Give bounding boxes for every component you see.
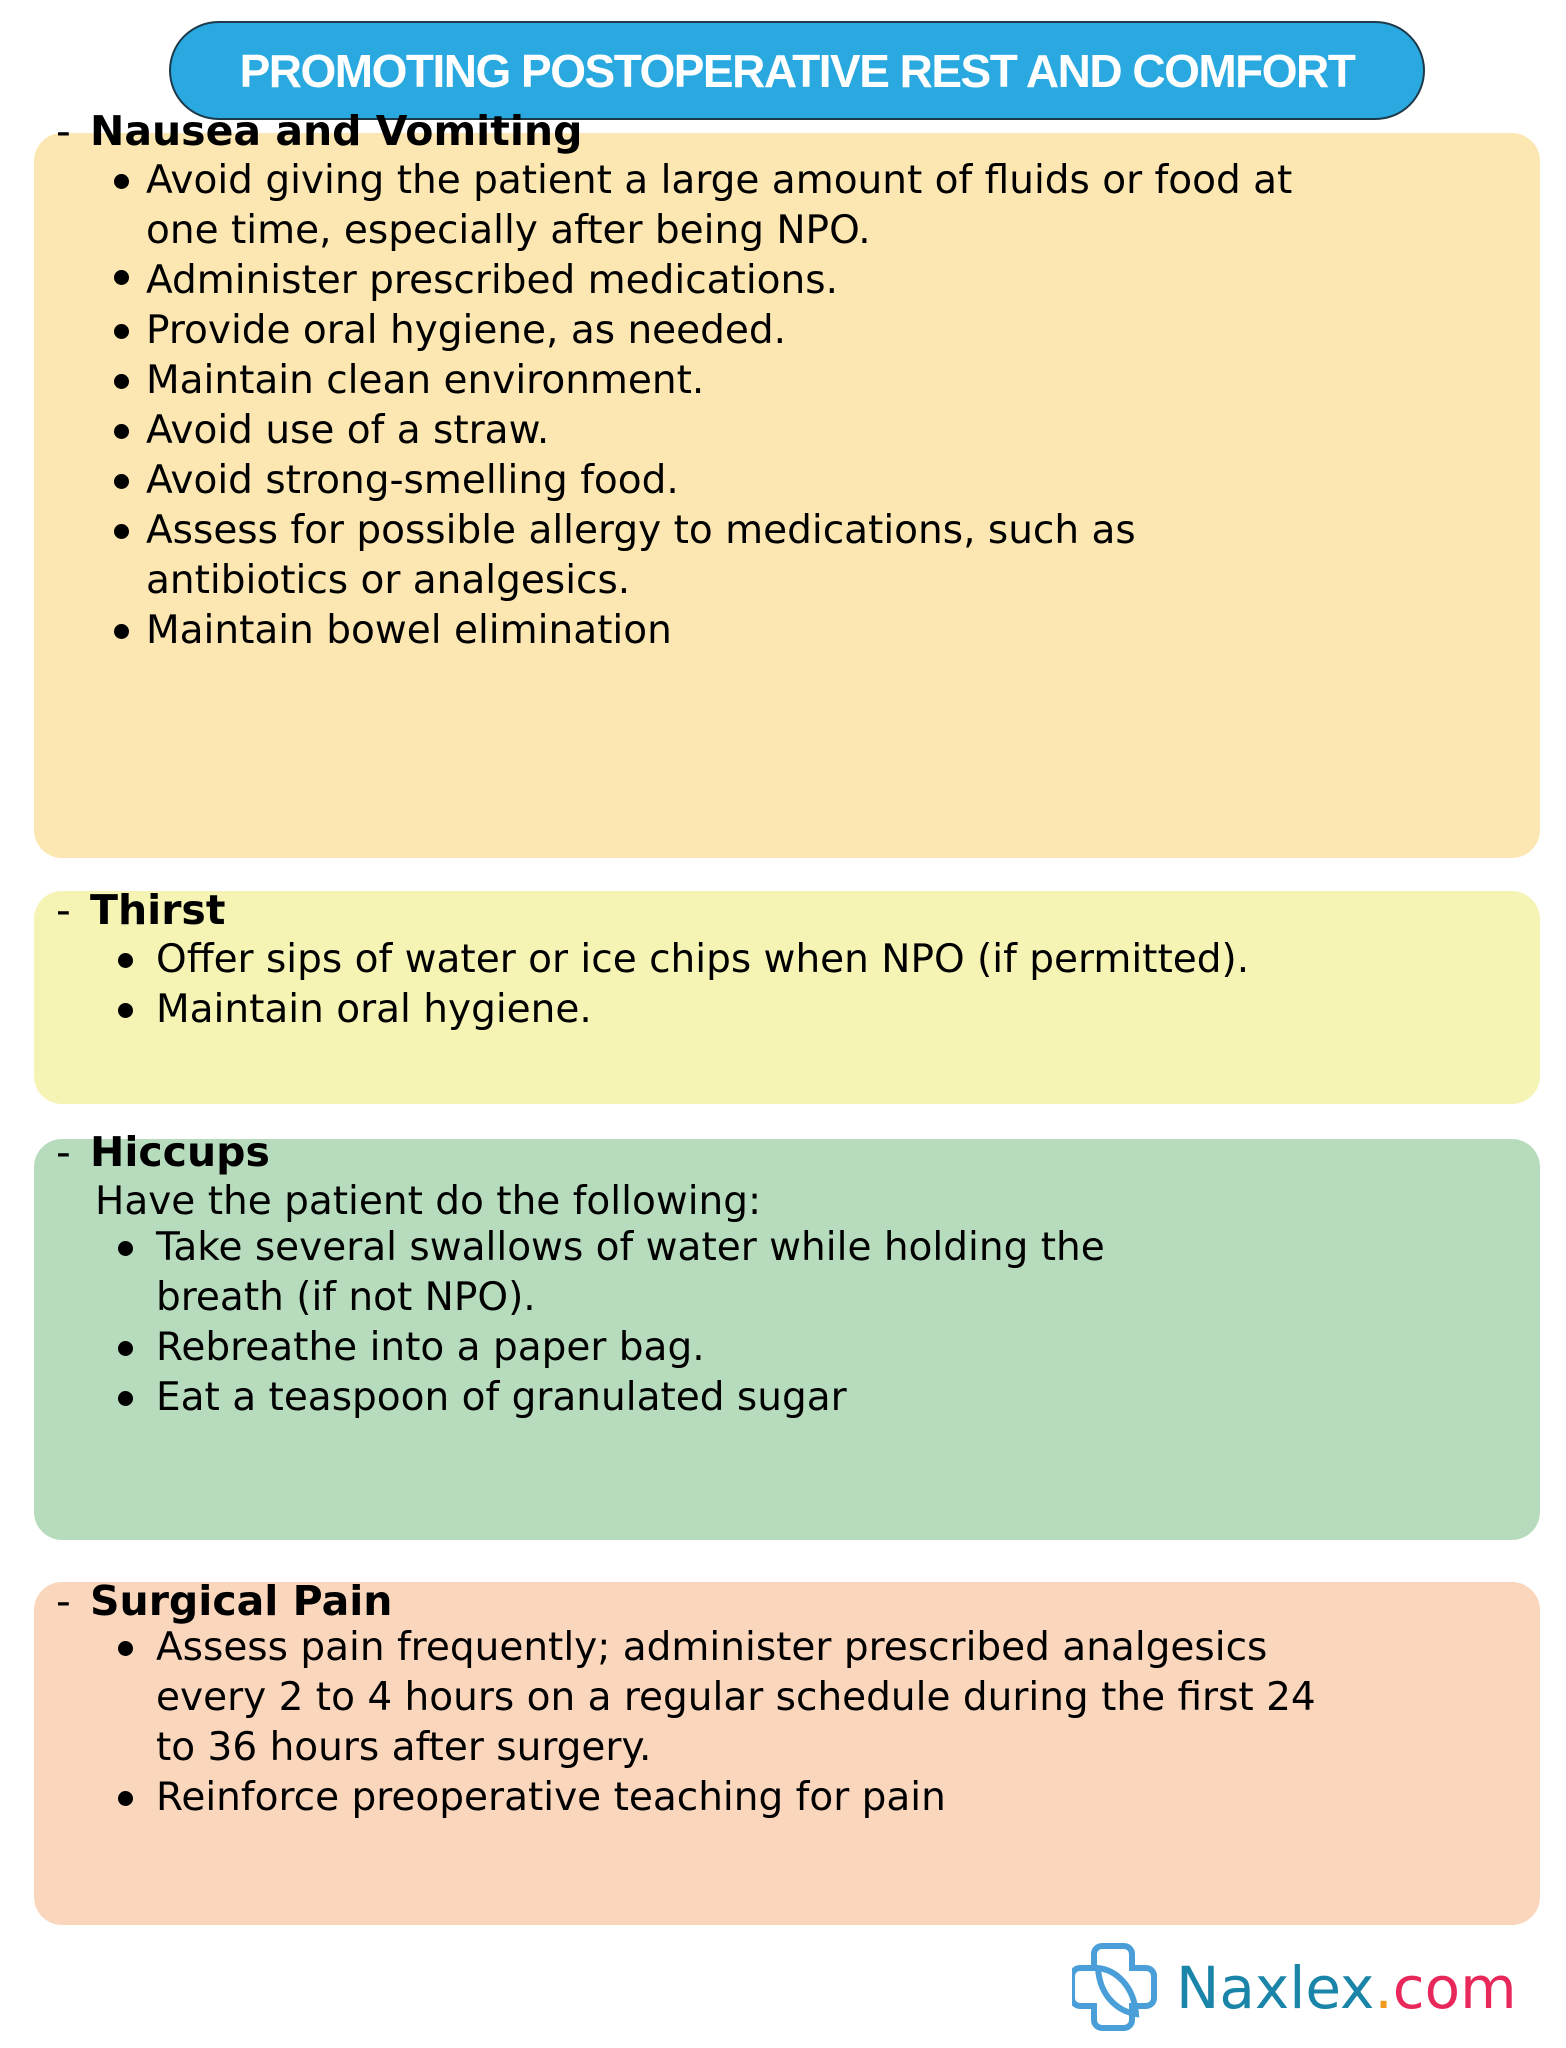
list-item-text: Assess for possible allergy to medications, such as [146,508,1136,553]
page-title: PROMOTING POSTOPERATIVE REST AND COMFORT [239,44,1355,97]
list-item-text: Eat a teaspoon of granulated sugar [156,1375,847,1420]
section-nausea-vomiting [34,107,1540,858]
list-item [146,256,838,306]
section-thirst [34,886,1540,1104]
naxlex-logo[interactable] [1072,1938,1517,2038]
list-item-text: every 2 to 4 hours on a regular schedule during the first 24 [156,1675,1316,1720]
list-item [156,935,1249,985]
bullet-icon [118,1003,133,1018]
list-item-text: Administer prescribed medications. [146,258,838,303]
bullet-icon [114,174,129,189]
bullet-icon [114,474,129,489]
list-item-text: Assess pain frequently; administer prescribed analgesics [156,1625,1268,1670]
list-item-continuation [156,1673,1316,1723]
bullet-icon [118,953,133,968]
logo-name: Naxlex [1176,1954,1375,2022]
section-heading-text: Surgical Pain [90,1577,393,1625]
logo-wordmark [1176,1954,1517,2022]
section-heading-text: Thirst [90,886,226,934]
bullet-icon [114,270,129,285]
list-item-continuation [146,206,871,256]
section-hiccups [34,1128,1540,1540]
bullet-icon [114,324,129,339]
section-heading-text: Hiccups [90,1128,270,1176]
bullet-icon [118,1341,133,1356]
list-item-text: Maintain clean environment. [146,358,705,403]
list-item [156,1773,946,1823]
list-item [156,1323,705,1373]
list-item-text: Reinforce preoperative teaching for pain [156,1775,946,1820]
bullet-icon [114,424,129,439]
section-heading-text: Nausea and Vomiting [90,107,583,155]
list-item [146,606,672,656]
list-item-continuation [156,1723,651,1773]
list-item-text: Avoid strong-smelling food. [146,458,679,503]
list-item [146,456,679,506]
list-item-continuation [146,556,630,606]
bullet-icon [118,1791,133,1806]
medical-cross-leaf-icon [1072,1940,1164,2036]
list-item-continuation [156,1273,536,1323]
list-item-text: Rebreathe into a paper bag. [156,1325,705,1370]
list-item-text: Provide oral hygiene, as needed. [146,308,787,353]
bullet-icon [114,624,129,639]
list-item-text: Avoid giving the patient a large amount of fluids or food at [146,158,1293,203]
section-intro: Have the patient do the following: [95,1179,762,1224]
list-item [146,506,1136,556]
list-item-text: antibiotics or analgesics. [146,558,631,603]
bullet-icon [118,1241,133,1256]
list-item [146,156,1292,206]
dash-marker: - [56,107,71,155]
list-item-text: Avoid use of a straw. [146,408,550,453]
list-item-text: to 36 hours after surgery. [156,1725,652,1770]
list-item-text: Maintain oral hygiene. [156,987,592,1032]
list-item [156,985,592,1035]
list-item-text: one time, especially after being NPO. [146,208,871,253]
list-item [156,1223,1105,1273]
list-item-text: Offer sips of water or ice chips when NPO (if permitted). [156,937,1250,982]
dash-marker: - [56,886,71,934]
bullet-icon [118,1641,133,1656]
logo-dot: . [1374,1954,1393,2022]
bullet-icon [114,374,129,389]
list-item-text: breath (if not NPO). [156,1275,536,1320]
list-item [156,1623,1267,1673]
bullet-icon [118,1391,133,1406]
list-item [156,1373,847,1423]
list-item [146,406,549,456]
list-item-text: Take several swallows of water while holding the [156,1225,1105,1270]
section-surgical-pain [34,1577,1540,1925]
dash-marker: - [56,1577,71,1625]
list-item [146,306,786,356]
list-item [146,356,704,406]
dash-marker: - [56,1128,71,1176]
bullet-icon [114,524,129,539]
list-item-text: Maintain bowel elimination [146,608,672,653]
logo-tld: com [1392,1954,1517,2022]
